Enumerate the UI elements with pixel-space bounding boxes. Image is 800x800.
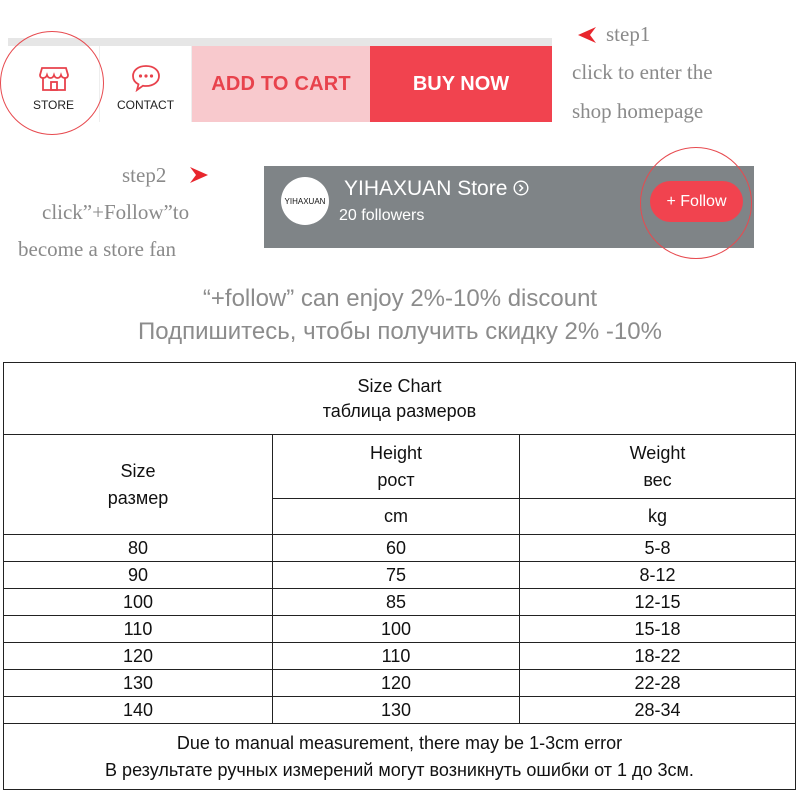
store-name-text: YIHAXUAN Store [344,177,508,200]
table-row [4,670,796,697]
height-cell: 130 [273,697,520,724]
buy-now-button[interactable]: BUY NOW [370,46,552,122]
size-cell: 140 [4,697,273,724]
note-ru: В результате ручных измерений могут возникнуть ошибки от 1 до 3см. [105,759,694,780]
step1-line2: shop homepage [572,99,704,123]
height-header-ru: рост [377,469,415,490]
store-icon [39,66,69,92]
height-cell: 120 [273,670,520,697]
table-row [4,535,796,562]
size-header-en: Size [120,460,156,481]
step1-line1: click to enter the [572,60,713,84]
step1-arrow-icon [576,26,598,44]
height-unit: cm [273,499,520,535]
size-chart-title-ru: таблица размеров [322,400,477,421]
table-row [4,616,796,643]
add-to-cart-button[interactable]: ADD TO CART [192,46,370,122]
size-header-ru: размер [107,487,169,508]
height-header [273,435,520,499]
weight-unit: kg [520,499,796,535]
step2-line1: click”+Follow”to [42,200,190,224]
table-row [4,643,796,670]
size-chart-title-row [4,363,796,435]
size-header [4,435,273,535]
size-cell: 130 [4,670,273,697]
weight-cell: 15-18 [520,616,796,643]
table-row [4,562,796,589]
weight-header-en: Weight [629,442,686,463]
store-button[interactable] [8,46,100,122]
step2-title: step2 [122,163,167,187]
followers-count: 20 followers [339,207,425,224]
weight-cell: 12-15 [520,589,796,616]
follow-button[interactable]: + Follow [650,181,743,222]
size-cell: 100 [4,589,273,616]
note-en: Due to manual measurement, there may be 1-3cm error [176,732,623,753]
step1-title: step1 [606,22,651,46]
weight-cell: 5-8 [520,535,796,562]
size-chart-title [4,363,796,435]
action-bar [8,46,552,122]
size-chart-header-row [4,435,796,499]
size-cell: 90 [4,562,273,589]
height-cell: 100 [273,616,520,643]
weight-cell: 22-28 [520,670,796,697]
chat-icon [131,64,161,92]
table-row [4,697,796,724]
size-cell: 80 [4,535,273,562]
weight-header [520,435,796,499]
contact-button[interactable] [100,46,192,122]
chevron-right-icon [513,180,529,196]
store-label: STORE [32,98,75,112]
size-chart-note-row [4,724,796,790]
weight-cell: 28-34 [520,697,796,724]
step2-arrow-icon [188,166,210,184]
size-cell: 120 [4,643,273,670]
store-logo-text: YIHAXUAN [284,196,326,206]
table-row [4,589,796,616]
step2-line2: become a store fan [18,237,177,261]
size-chart-table [3,362,796,790]
height-cell: 110 [273,643,520,670]
promo-line-en: “+follow” can enjoy 2%-10% discount [202,285,598,312]
weight-cell: 8-12 [520,562,796,589]
height-header-en: Height [369,442,423,463]
promo-line-ru: Подпишитесь, чтобы получить скидку 2% -10% [138,318,662,345]
weight-header-ru: вес [643,469,672,490]
store-logo [281,177,329,225]
size-chart-note [4,724,796,790]
height-cell: 85 [273,589,520,616]
size-cell: 110 [4,616,273,643]
size-chart-title-en: Size Chart [357,375,442,396]
weight-cell: 18-22 [520,643,796,670]
height-cell: 75 [273,562,520,589]
store-name[interactable] [344,177,529,201]
contact-label: CONTACT [116,98,175,112]
height-cell: 60 [273,535,520,562]
action-bar-top-border [8,38,552,46]
